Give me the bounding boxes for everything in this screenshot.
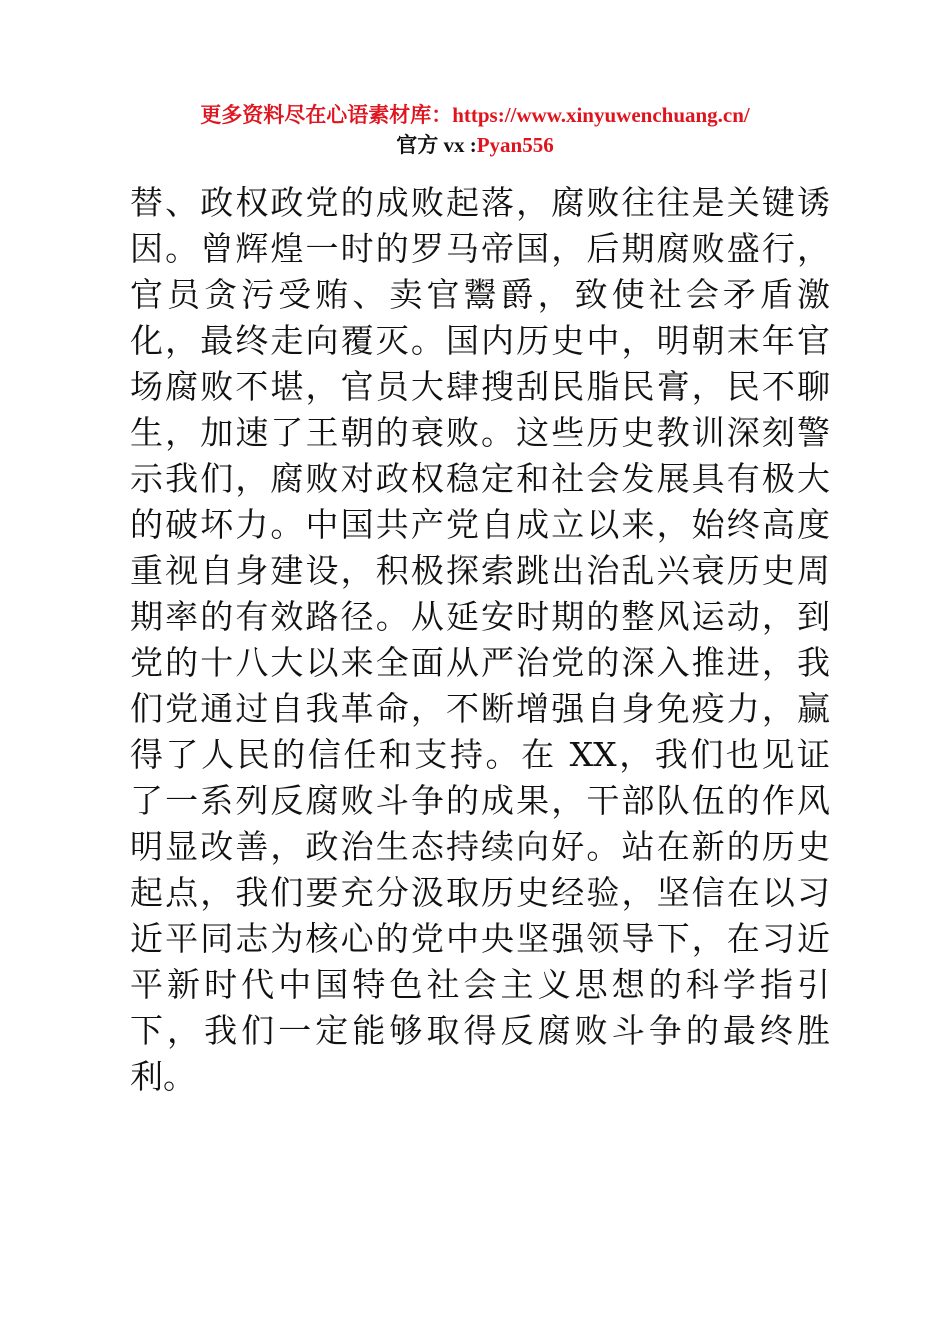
- header-source-link[interactable]: https://www.xinyuwenchuang.cn/: [452, 103, 750, 127]
- text-line: 的破坏力。中国共产党自成立以来，始终高度: [130, 505, 830, 544]
- text-line: 党的十八大以来全面从严治党的深入推进，我: [130, 643, 830, 682]
- header-wechat-label: 官方 vx :: [396, 133, 477, 157]
- text-line: 平新时代中国特色社会主义思想的科学指引: [130, 965, 830, 1004]
- text-line: 下，我们一定能够取得反腐败斗争的最终胜: [130, 1011, 830, 1050]
- text-line: 生，加速了王朝的衰败。这些历史教训深刻警: [130, 413, 830, 452]
- document-body: [130, 180, 830, 1100]
- text-line: 近平同志为核心的党中央坚强领导下，在习近: [130, 919, 830, 958]
- text-line: 因。曾辉煌一时的罗马帝国，后期腐败盛行，: [130, 229, 830, 268]
- text-line: 示我们，腐败对政权稳定和社会发展具有极大: [130, 459, 830, 498]
- text-line: 得了人民的信任和支持。在 XX，我们也见证: [130, 735, 830, 774]
- text-line: 官员贪污受贿、卖官鬻爵，致使社会矛盾激: [130, 275, 830, 314]
- text-line: 化，最终走向覆灭。国内历史中，明朝末年官: [130, 321, 830, 360]
- text-line: 了一系列反腐败斗争的成果，干部队伍的作风: [130, 781, 830, 820]
- text-line: 们党通过自我革命，不断增强自身免疫力，赢: [130, 689, 830, 728]
- text-line: 明显改善，政治生态持续向好。站在新的历史: [130, 827, 830, 866]
- header-line-1: [0, 100, 950, 130]
- page-header: [0, 100, 950, 160]
- header-wechat-id: Pyan556: [476, 133, 554, 157]
- text-line: 期率的有效路径。从延安时期的整风运动，到: [130, 597, 830, 636]
- text-line: 场腐败不堪，官员大肆搜刮民脂民膏，民不聊: [130, 367, 830, 406]
- text-line: 起点，我们要充分汲取历史经验，坚信在以习: [130, 873, 830, 912]
- text-line: 利。: [130, 1057, 196, 1096]
- header-source-label: 更多资料尽在心语素材库：: [200, 103, 453, 127]
- text-line: 替、政权政党的成败起落，腐败往往是关键诱: [130, 183, 830, 222]
- header-line-2: [0, 130, 950, 160]
- text-line: 重视自身建设，积极探索跳出治乱兴衰历史周: [130, 551, 830, 590]
